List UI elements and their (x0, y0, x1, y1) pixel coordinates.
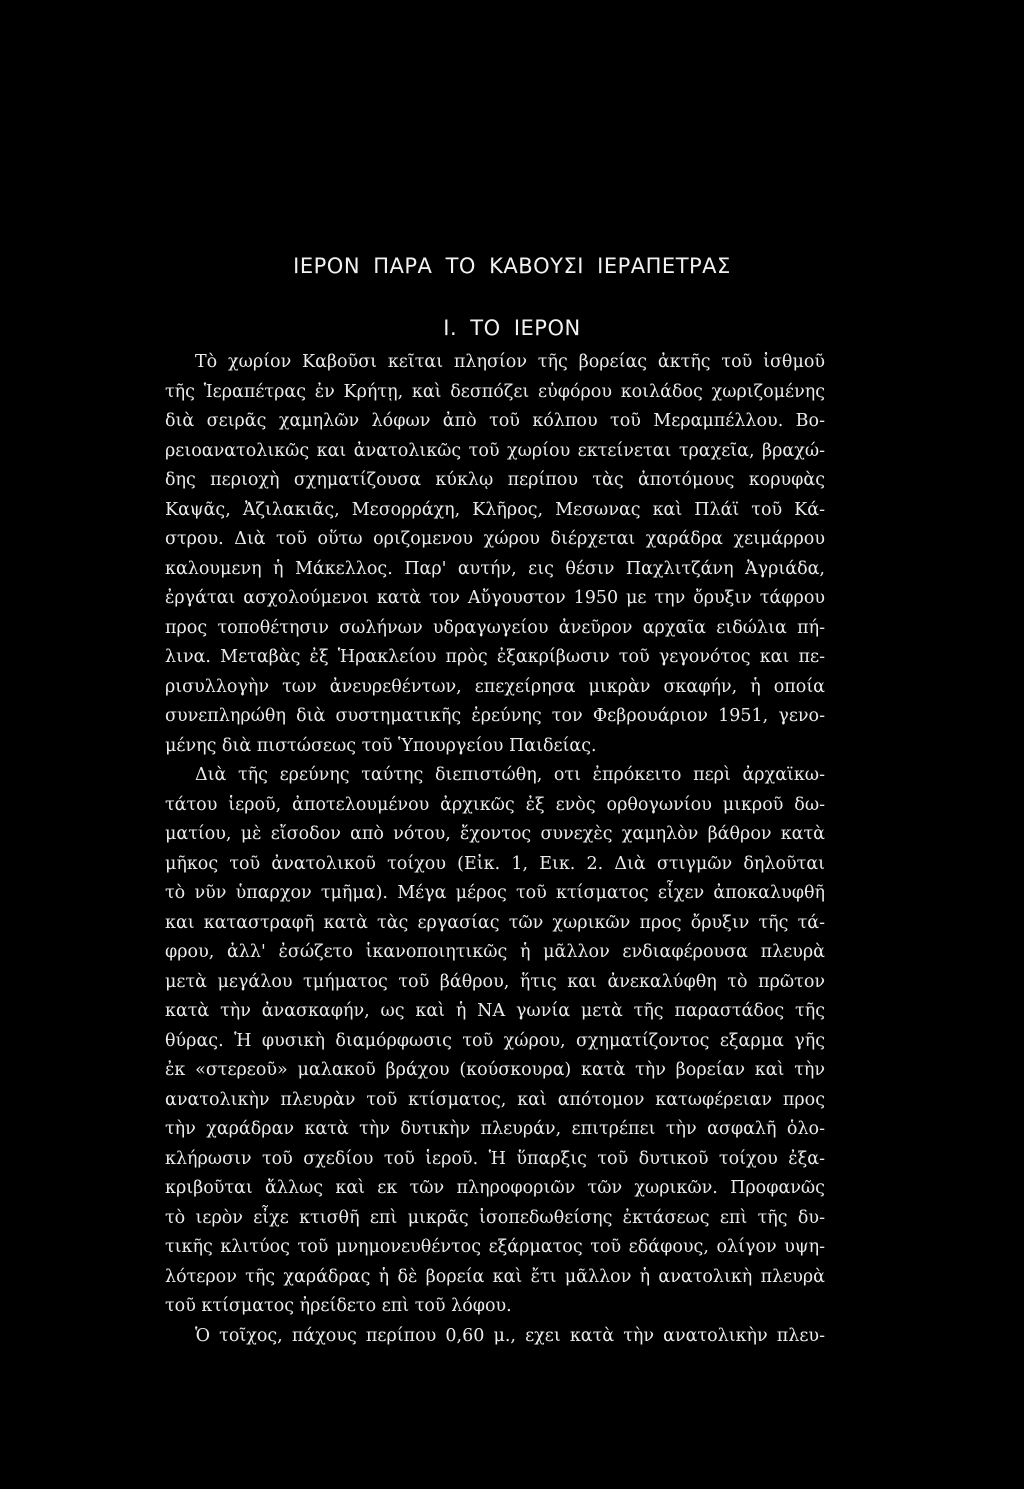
text-line: λότερον τῆς χαράδρας ἡ δὲ βορεία καὶ ἔτι μᾶλλον ἡ ανατολικὴ πλευρὰ (165, 1266, 825, 1287)
text-line: μετὰ μεγάλου τμήματος τοῦ βάθρου, ἥτις και ἀνεκαλύφθη τὸ πρῶτον (165, 971, 825, 992)
text-line: τοῦ κτίσματος ἠρείδετο επὶ τοῦ λόφου. (165, 1296, 512, 1316)
text-line: λινα. Μεταβὰς ἐξ Ἡρακλείου πρὸς ἐξακρίβωσιν τοῦ γεγονότος και πε- (165, 647, 825, 667)
page-title: ΙΕΡΟΝ ΠΑΡΑ ΤΟ ΚΑΒΟΥΣΙ ΙΕΡΑΠΕΤΡΑΣ (293, 254, 731, 278)
body-text (165, 348, 825, 1351)
text-line: προς τοποθέτησιν σωλήνων υδραγωγείου ἀνεῦρον αρχαῖα ειδώλια πή- (165, 617, 825, 638)
text-line: τὸ ιερὸν εἶχε κτισθῆ επὶ μικρᾶς ἰσοπεδωθείσης ἐκτάσεως επὶ τῆς δυ- (165, 1207, 825, 1228)
text-line: καλουμενη ἡ Μάκελλος. Παρ' αυτήν, εις θέσιν Παχλιτζάνη Ἀγριάδα, (165, 558, 825, 579)
text-line: Καψᾶς, Ἀζιλακιᾶς, Μεσορράχη, Κλῆρος, Μεσωνας καὶ Πλάϊ τοῦ Κά- (165, 499, 825, 520)
text-line: Ὁ τοῖχος, πάχους περίπου 0,60 μ., εχει κατὰ τὴν ανατολικὴν πλευ- (195, 1325, 825, 1346)
text-line: τάτου ἱεροῦ, ἀποτελουμένου ἀρχικῶς ἐξ ενὸς ορθογωνίου μικροῦ δω- (165, 794, 825, 815)
text-line: κλήρωσιν τοῦ σχεδίου τοῦ ἱεροῦ. Ἡ ὕπαρξις τοῦ δυτικοῦ τοίχου ἐξα- (165, 1148, 825, 1169)
text-line: ματίου, μὲ εἴσοδον απὸ νότου, ἔχοντος συνεχὲς χαμηλὸν βάθρον κατὰ (165, 824, 825, 844)
text-line: ανατολικὴν πλευρὰν τοῦ κτίσματος, καὶ απότομον κατωφέρειαν προς (165, 1089, 825, 1110)
text-line: και καταστραφῆ κατὰ τὰς εργασίας τῶν χωρικῶν προς ὄρυξιν τῆς τά- (165, 912, 825, 933)
text-line: διὰ σειρᾶς χαμηλῶν λόφων ἀπὸ τοῦ κόλπου τοῦ Μεραμπέλλου. Βο- (165, 411, 825, 431)
text-line: φρου, ἀλλ' ἐσώζετο ἱκανοποιητικῶς ἡ μᾶλλον ενδιαφέρουσα πλευρὰ (165, 942, 825, 962)
text-line: τικῆς κλιτύος τοῦ μνημονευθέντος εξάρματος τοῦ εδάφους, ολίγον υψη- (165, 1237, 825, 1257)
text-line: ἐκ «στερεοῦ» μαλακοῦ βράχου (κούσκουρα) κατὰ τὴν βορείαν καὶ τὴν (165, 1060, 825, 1080)
text-line: τὸ νῦν ὑπαρχον τμῆμα). Μέγα μέρος τοῦ κτίσματος εἶχεν ἀποκαλυφθῆ (165, 883, 825, 903)
section-title: Ι. ΤΟ ΙΕΡΟΝ (443, 316, 581, 340)
text-line: συνεπληρώθη διὰ συστηματικῆς ἐρεύνης τον Φεβρουάριον 1951, γενο- (165, 706, 825, 726)
text-line: τὴν χαράδραν κατὰ τὴν δυτικὴν πλευράν, επιτρέπει τὴν ασφαλῆ ὁλο- (165, 1119, 825, 1139)
text-line: ρισυλλογὴν των ἀνευρεθέντων, επεχείρησα μικρὰν σκαφήν, ἡ οποία (165, 676, 825, 697)
text-line: στρου. Διὰ τοῦ οὕτω οριζομενου χώρου διέρχεται χαράδρα χειμάρρου (165, 529, 825, 549)
text-line: θύρας. Ἡ φυσικὴ διαμόρφωσις τοῦ χώρου, σχηματίζοντος εξαρμα γῆς (165, 1030, 825, 1051)
text-line: μένης διὰ πιστώσεως τοῦ Ὑπουργείου Παιδείας. (165, 735, 597, 756)
text-line: δης περιοχὴ σχηματίζουσα κύκλῳ περίπου τὰς ἀποτόμους κορυφὰς (165, 470, 825, 490)
text-line: Διὰ τῆς ερεύνης ταύτης διεπιστώθη, οτι ἐπρόκειτο περὶ ἀρχαϊκω- (195, 765, 825, 785)
text-line: τῆς Ἱεραπέτρας ἐν Κρήτῃ, καὶ δεσπόζει εὐφόρου κοιλάδος χωριζομένης (165, 381, 825, 402)
text-line: κατὰ τὴν ἀνασκαφήν, ως καὶ ἡ ΝΑ γωνία μετὰ τῆς παραστάδος τῆς (165, 1001, 825, 1021)
text-line: ἐργάται ασχολούμενοι κατὰ τον Αὔγουστον 1950 με την ὄρυξιν τάφρου (165, 588, 825, 608)
text-line: κριβοῦται ἄλλως καὶ εκ τῶν πληροφοριῶν τῶν χωρικῶν. Προφανῶς (165, 1178, 825, 1198)
text-line: μῆκος τοῦ ἀνατολικοῦ τοίχου (Εἰκ. 1, Εικ. 2. Διὰ στιγμῶν δηλοῦται (165, 853, 825, 874)
text-line: ρειοανατολικῶς και ἀνατολικῶς τοῦ χωρίου εκτείνεται τραχεῖα, βραχώ- (165, 440, 825, 461)
text-line: Τὸ χωρίον Καβοῦσι κεῖται πλησίον τῆς βορείας ἀκτῆς τοῦ ἰσθμοῦ (195, 352, 825, 372)
